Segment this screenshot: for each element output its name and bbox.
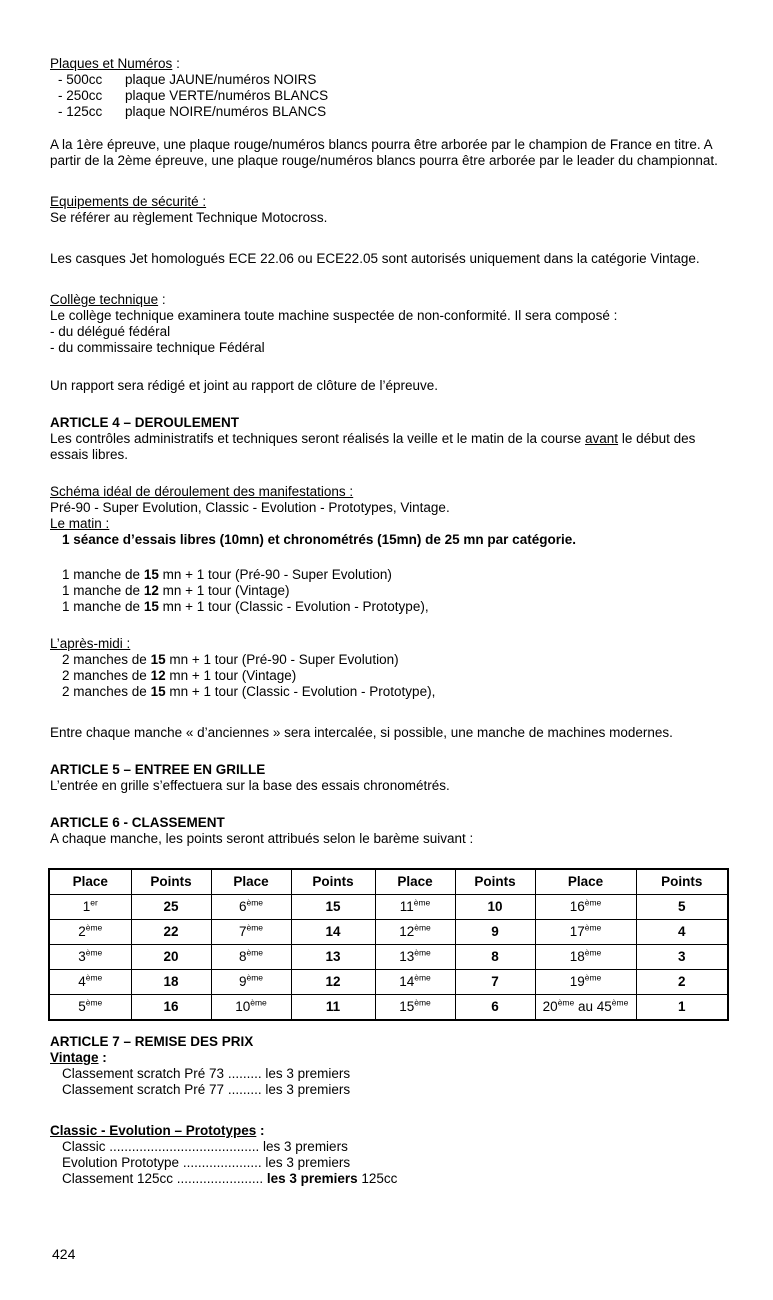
points-cell: 10: [455, 895, 535, 920]
place-cell: 3ème: [49, 945, 131, 970]
plaque-item: [58, 88, 729, 104]
table-row: [49, 995, 728, 1021]
place-cell: 17ème: [535, 920, 636, 945]
classic-line: Classic ........................................ les 3 premiers: [62, 1139, 348, 1154]
points-cell: 1: [636, 995, 728, 1021]
list-item-delegue: - du délégué fédéral: [50, 324, 171, 339]
place-cell: 5ème: [49, 995, 131, 1021]
article4-title: ARTICLE 4 – DEROULEMENT: [50, 415, 240, 430]
points-cell: 7: [455, 970, 535, 995]
col-header-place: Place: [49, 869, 131, 895]
place-cell: 19ème: [535, 970, 636, 995]
points-cell: 9: [455, 920, 535, 945]
place-cell: 8ème: [211, 945, 291, 970]
classic-line: Evolution Prototype ..................... les 3 premiers: [62, 1155, 351, 1170]
heading-text: L’après-midi :: [50, 636, 131, 651]
section-heading-equipements: [50, 194, 729, 210]
article6-body: A chaque manche, les points seront attribués selon le barème suivant :: [50, 831, 474, 846]
table-row: [49, 895, 728, 920]
vintage-line: Classement scratch Pré 77 ......... les 3 premiers: [62, 1082, 351, 1097]
place-cell: 18ème: [535, 945, 636, 970]
points-cell: 13: [291, 945, 375, 970]
matin-heading: [50, 516, 729, 532]
points-cell: 5: [636, 895, 728, 920]
place-cell: 10ème: [211, 995, 291, 1021]
section-heading-college: [50, 292, 729, 308]
article5-title: ARTICLE 5 – ENTREE EN GRILLE: [50, 762, 266, 777]
heading-colon: :: [98, 1050, 107, 1065]
col-header-points: Points: [131, 869, 211, 895]
place-cell: 1er: [49, 895, 131, 920]
points-cell: 4: [636, 920, 728, 945]
apresmidi-list-item: 2 manches de 15 mn + 1 tour (Pré-90 - Super Evolution): [62, 652, 399, 667]
points-cell: 22: [131, 920, 211, 945]
table-header-row: [49, 869, 728, 895]
paragraph-entre-manche: Entre chaque manche « d’anciennes » sera intercalée, si possible, une manche de machines modernes.: [50, 725, 673, 740]
heading-text: Plaques et Numéros: [50, 56, 173, 71]
paragraph-casques: Les casques Jet homologués ECE 22.06 ou ECE22.05 sont autorisés uniquement dans la catégorie Vintage.: [50, 251, 700, 266]
plaque-item: [58, 104, 729, 120]
vintage-heading: [50, 1050, 729, 1066]
points-cell: 20: [131, 945, 211, 970]
place-cell: 16ème: [535, 895, 636, 920]
schema-body: Pré-90 - Super Evolution, Classic - Evolution - Prototypes, Vintage.: [50, 500, 450, 515]
matin-list-item: 1 manche de 15 mn + 1 tour (Pré-90 - Super Evolution): [62, 567, 392, 582]
plaque-cc: - 125cc: [58, 104, 103, 119]
points-cell: 11: [291, 995, 375, 1021]
points-cell: 12: [291, 970, 375, 995]
heading-text: Le matin :: [50, 516, 110, 531]
list-item-commissaire: - du commissaire technique Fédéral: [50, 340, 265, 355]
place-cell: 11ème: [375, 895, 455, 920]
apresmidi-list-item: 2 manches de 12 mn + 1 tour (Vintage): [62, 668, 297, 683]
heading-colon: :: [158, 292, 166, 307]
classic-line: Classement 125cc ....................... les 3 premiers 125cc: [62, 1171, 398, 1186]
points-cell: 18: [131, 970, 211, 995]
place-cell: 4ème: [49, 970, 131, 995]
apresmidi-list-item: 2 manches de 15 mn + 1 tour (Classic - Evolution - Prototype),: [62, 684, 436, 699]
matin-list-item: 1 manche de 12 mn + 1 tour (Vintage): [62, 583, 290, 598]
heading-text: Vintage: [50, 1050, 99, 1065]
plaque-desc: plaque NOIRE/numéros BLANCS: [125, 104, 327, 119]
table-row: [49, 945, 728, 970]
heading-text: Classic - Evolution – Prototypes: [50, 1123, 257, 1138]
heading-text: Collège technique: [50, 292, 159, 307]
place-cell: 13ème: [375, 945, 455, 970]
points-cell: 2: [636, 970, 728, 995]
points-cell: 15: [291, 895, 375, 920]
plaque-cc: - 250cc: [58, 88, 103, 103]
points-cell: 16: [131, 995, 211, 1021]
col-header-place: Place: [211, 869, 291, 895]
paragraph-rapport: Un rapport sera rédigé et joint au rapport de clôture de l’épreuve.: [50, 378, 438, 393]
points-cell: 25: [131, 895, 211, 920]
col-header-points: Points: [455, 869, 535, 895]
paragraph-college: Le collège technique examinera toute machine suspectée de non-conformité. Il sera composé :: [50, 308, 618, 323]
seance-line: 1 séance d’essais libres (10mn) et chronométrés (15mn) de 25 mn par catégorie.: [62, 532, 576, 547]
points-cell: 14: [291, 920, 375, 945]
place-cell: 14ème: [375, 970, 455, 995]
plaque-cc: - 500cc: [58, 72, 103, 87]
plaque-desc: plaque JAUNE/numéros NOIRS: [125, 72, 317, 87]
article4-paragraph: Les contrôles administratifs et techniques seront réalisés la veille et le matin de la course avant le début des essais libres.: [50, 431, 696, 462]
classic-heading: [50, 1123, 729, 1139]
article7-title: ARTICLE 7 – REMISE DES PRIX: [50, 1034, 254, 1049]
place-cell: 2ème: [49, 920, 131, 945]
points-cell: 8: [455, 945, 535, 970]
article6-title: ARTICLE 6 - CLASSEMENT: [50, 815, 225, 830]
heading-colon: :: [256, 1123, 265, 1138]
heading-colon: :: [172, 56, 180, 71]
place-cell: 20ème au 45ème: [535, 995, 636, 1021]
apresmidi-heading: [50, 636, 729, 652]
schema-heading: [50, 484, 729, 500]
place-cell: 7ème: [211, 920, 291, 945]
article5-body: L’entrée en grille s’effectuera sur la base des essais chronométrés.: [50, 778, 450, 793]
points-cell: 3: [636, 945, 728, 970]
page-number: 424: [52, 1246, 76, 1262]
table-row: [49, 920, 728, 945]
place-cell: 15ème: [375, 995, 455, 1021]
matin-list-item: 1 manche de 15 mn + 1 tour (Classic - Evolution - Prototype),: [62, 599, 429, 614]
paragraph-plaque-rouge: A la 1ère épreuve, une plaque rouge/numéros blancs pourra être arborée par le champion de France en titre. A partir de la 2ème épreuve, une plaque rouge/numéros blancs pourra être arborée par le leader du championnat.: [50, 137, 718, 168]
points-table: [48, 868, 729, 1021]
col-header-place: Place: [375, 869, 455, 895]
table-row: [49, 970, 728, 995]
heading-text: Schéma idéal de déroulement des manifestations :: [50, 484, 354, 499]
col-header-place: Place: [535, 869, 636, 895]
section-heading-plaques: [50, 56, 729, 72]
vintage-line: Classement scratch Pré 73 ......... les 3 premiers: [62, 1066, 351, 1081]
plaque-item: [58, 72, 729, 88]
col-header-points: Points: [291, 869, 375, 895]
place-cell: 9ème: [211, 970, 291, 995]
plaque-desc: plaque VERTE/numéros BLANCS: [125, 88, 329, 103]
place-cell: 6ème: [211, 895, 291, 920]
heading-text: Equipements de sécurité :: [50, 194, 207, 209]
points-cell: 6: [455, 995, 535, 1021]
place-cell: 12ème: [375, 920, 455, 945]
paragraph-equipements: Se référer au règlement Technique Motocross.: [50, 210, 328, 225]
col-header-points: Points: [636, 869, 728, 895]
